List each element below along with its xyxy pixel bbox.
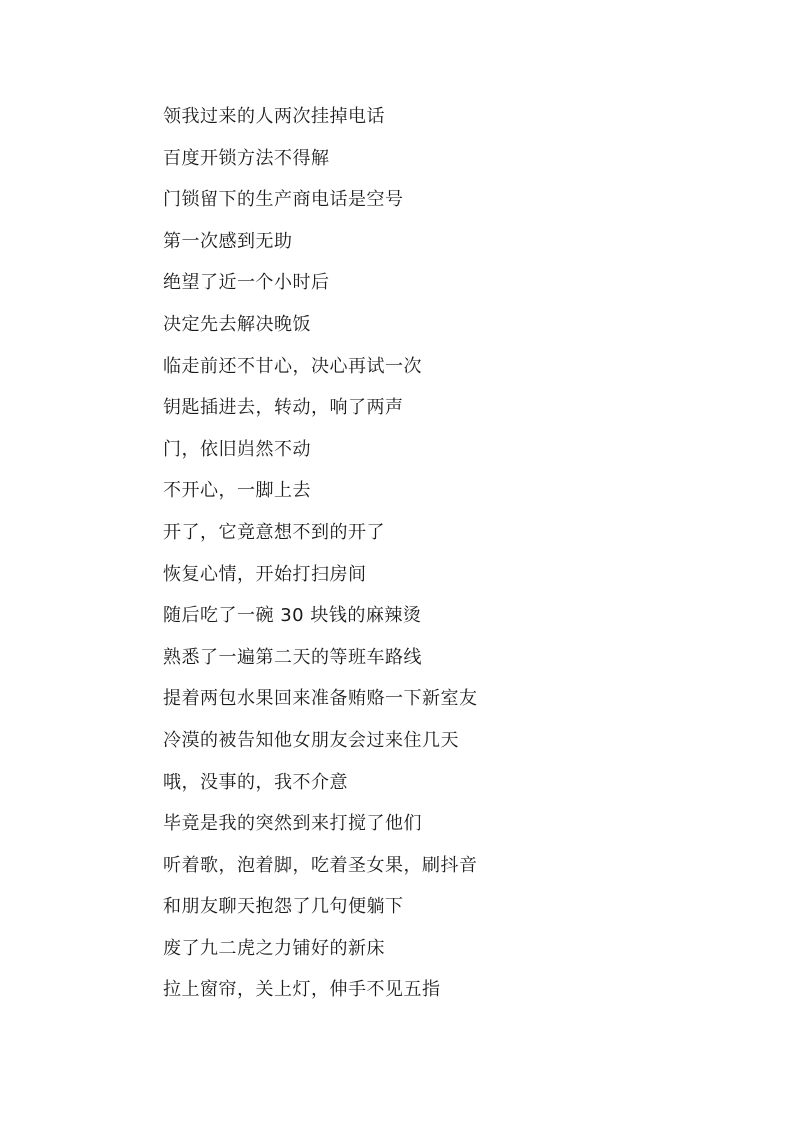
text-line: 冷漠的被告知他女朋友会过来住几天 — [163, 729, 459, 751]
text-line: 随后吃了一碗 30 块钱的麻辣烫 — [163, 605, 422, 627]
text-line: 门，依旧岿然不动 — [163, 438, 311, 460]
text-line: 恢复心情，开始打扫房间 — [163, 563, 367, 585]
text-line: 领我过来的人两次挂掉电话 — [163, 106, 385, 127]
text-line: 哦，没事的，我不介意 — [163, 771, 348, 793]
text-line: 不开心，一脚上去 — [163, 480, 311, 502]
poem-text — [163, 103, 723, 1018]
text-line: 提着两包水果回来准备贿赂一下新室友 — [163, 688, 478, 710]
text-line: 和朋友聊天抱怨了几句便躺下 — [163, 896, 404, 918]
text-line: 百度开锁方法不得解 — [163, 147, 330, 169]
text-line: 听着歌，泡着脚，吃着圣女果，刷抖音 — [163, 854, 478, 876]
text-line: 开了，它竟意想不到的开了 — [163, 521, 385, 543]
text-line: 门锁留下的生产商电话是空号 — [163, 189, 404, 211]
text-line: 绝望了近一个小时后 — [163, 272, 330, 294]
text-line: 拉上窗帘，关上灯，伸手不见五指 — [163, 979, 441, 1001]
text-line: 熟悉了一遍第二天的等班车路线 — [163, 646, 422, 668]
text-line: 第一次感到无助 — [163, 230, 293, 252]
text-line: 临走前还不甘心，决心再试一次 — [163, 355, 422, 377]
text-line: 废了九二虎之力铺好的新床 — [163, 937, 385, 959]
text-line: 决定先去解决晚饭 — [163, 313, 311, 335]
text-line: 毕竟是我的突然到来打搅了他们 — [163, 813, 422, 835]
text-line: 钥匙插进去，转动，响了两声 — [163, 397, 404, 419]
